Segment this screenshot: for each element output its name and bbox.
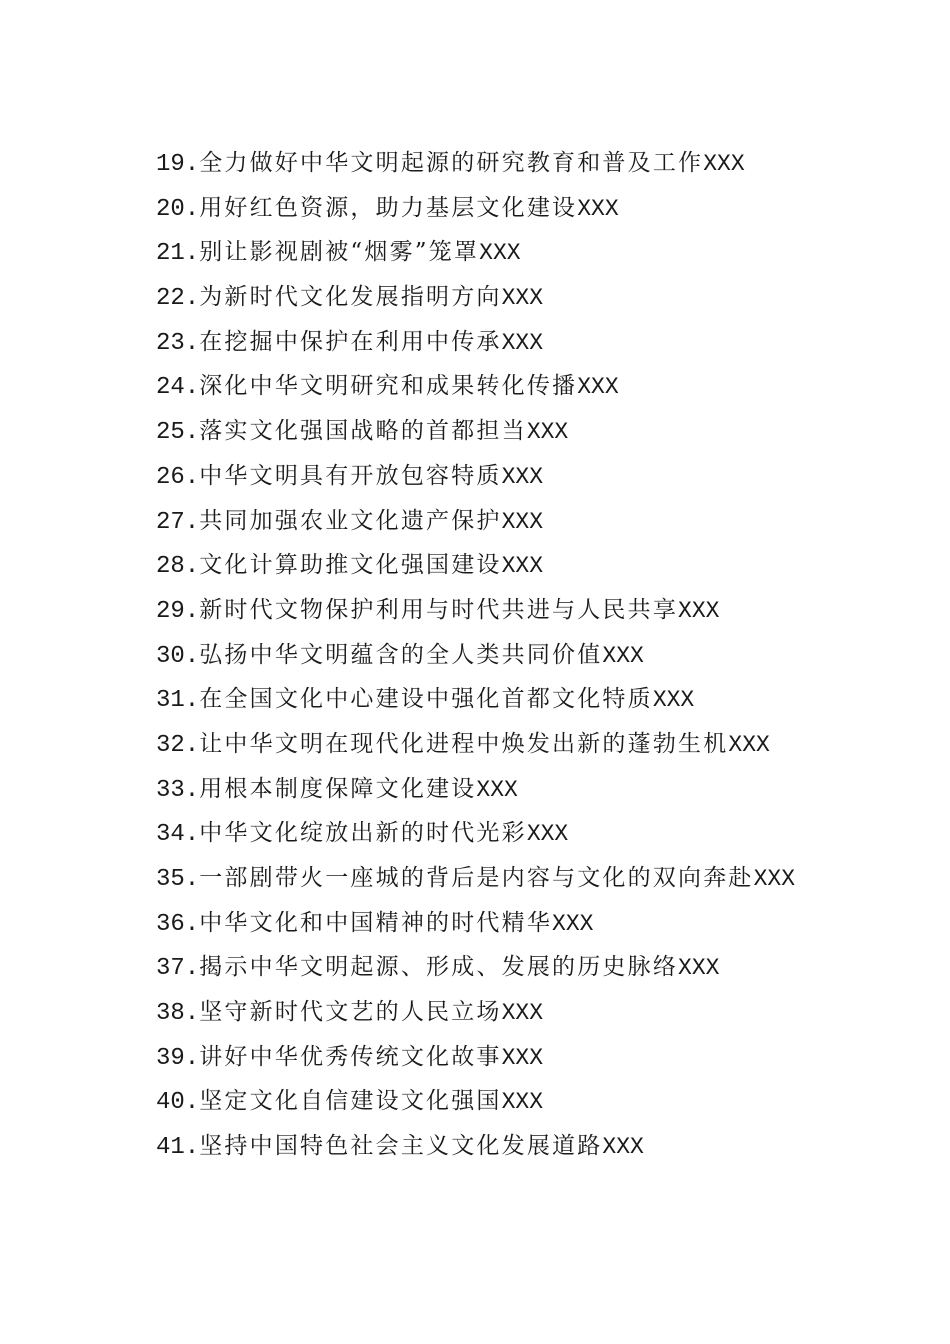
entry-title: 落实文化强国战略的首都担当: [199, 418, 527, 445]
toc-entry-20: [156, 186, 916, 231]
entry-author: XXX: [501, 1000, 544, 1027]
entry-author: XXX: [526, 419, 569, 446]
entry-author: XXX: [476, 776, 518, 803]
toc-entry-24: [156, 364, 916, 409]
entry-number: 31.: [156, 687, 200, 715]
entry-title: 共同加强农业文化遗产保护: [199, 507, 502, 534]
entry-number: 39.: [156, 1044, 200, 1072]
entry-author: XXX: [501, 329, 544, 356]
toc-entry-37: [156, 945, 916, 990]
entry-title: 在挖掘中保护在利用中传承: [199, 328, 502, 355]
toc-entry-41: [156, 1124, 916, 1169]
entry-title: 在全国文化中心建设中强化首都文化特质: [199, 686, 653, 713]
entry-author: XXX: [753, 866, 796, 892]
toc-entry-19: [156, 141, 916, 186]
entry-author: XXX: [552, 910, 594, 937]
entry-number: 41.: [156, 1134, 200, 1162]
entry-number: 36.: [156, 910, 200, 938]
entry-author: XXX: [501, 1089, 544, 1116]
entry-author: XXX: [678, 597, 720, 624]
toc-entry-27: [156, 499, 916, 544]
entry-number: 27.: [156, 508, 200, 536]
entry-number: 19.: [156, 151, 200, 178]
entry-author: XXX: [728, 731, 770, 758]
entry-title: 坚持中国特色社会主义文化发展道路: [199, 1133, 603, 1160]
entry-number: 20.: [156, 195, 200, 223]
entry-number: 25.: [156, 419, 200, 447]
entry-number: 40.: [156, 1089, 200, 1117]
entry-title: 坚定文化自信建设文化强国: [199, 1088, 502, 1115]
entry-author: XXX: [479, 240, 521, 267]
entry-author: XXX: [577, 374, 619, 401]
entry-number: 33.: [156, 776, 200, 804]
toc-entry-26: [156, 454, 916, 499]
entry-number: 22.: [156, 285, 200, 313]
entry-author: XXX: [703, 151, 745, 177]
toc-entry-36: [156, 901, 916, 946]
toc-entry-39: [156, 1035, 916, 1080]
entry-number: 21.: [156, 240, 200, 268]
toc-entry-23: [156, 320, 916, 365]
toc-entry-25: [156, 409, 916, 454]
entry-number: 38.: [156, 1000, 200, 1028]
entry-title: 中华文明具有开放包容特质: [199, 462, 502, 489]
entry-title: 别让影视剧被“烟雾”笼罩: [199, 239, 480, 266]
entry-title: 新时代文物保护利用与时代共进与人民共享: [199, 596, 679, 623]
entry-number: 29.: [156, 597, 200, 625]
entry-author: XXX: [577, 195, 619, 222]
entry-title: 用好红色资源，助力基层文化建设: [199, 194, 578, 221]
toc-entry-21: [156, 230, 916, 275]
entry-author: XXX: [501, 508, 544, 535]
entry-title: 坚守新时代文艺的人民立场: [199, 999, 502, 1026]
entry-number: 32.: [156, 731, 200, 759]
entry-author: XXX: [501, 463, 544, 490]
entry-title: 用根本制度保障文化建设: [199, 775, 477, 802]
toc-entry-40: [156, 1079, 916, 1124]
entry-author: XXX: [501, 553, 544, 580]
entry-title: 让中华文明在现代化进程中焕发出新的蓬勃生机: [199, 730, 729, 757]
entry-number: 30.: [156, 642, 200, 670]
entry-author: XXX: [501, 285, 544, 312]
toc-list: [156, 141, 916, 1169]
entry-title: 中华文化和中国精神的时代精华: [199, 909, 553, 936]
entry-number: 37.: [156, 955, 200, 983]
entry-title: 全力做好中华文明起源的研究教育和普及工作: [199, 150, 704, 176]
toc-entry-22: [156, 275, 916, 320]
entry-number: 34.: [156, 821, 200, 849]
entry-author: XXX: [526, 821, 569, 848]
entry-author: XXX: [501, 1044, 544, 1071]
toc-entry-29: [156, 588, 916, 633]
entry-title: 弘扬中华文明蕴含的全人类共同价值: [199, 641, 603, 668]
entry-author: XXX: [652, 687, 695, 714]
toc-entry-34: [156, 811, 916, 856]
entry-number: 26.: [156, 463, 200, 491]
entry-author: XXX: [678, 955, 720, 982]
toc-entry-28: [156, 543, 916, 588]
entry-number: 23.: [156, 329, 200, 357]
entry-title: 中华文化绽放出新的时代光彩: [199, 820, 527, 847]
entry-number: 24.: [156, 374, 200, 402]
toc-entry-35: [156, 856, 916, 901]
toc-entry-31: [156, 677, 916, 722]
entry-title: 深化中华文明研究和成果转化传播: [199, 373, 578, 400]
entry-title: 讲好中华优秀传统文化故事: [199, 1043, 502, 1070]
toc-entry-33: [156, 767, 916, 812]
entry-author: XXX: [602, 1134, 644, 1161]
entry-title: 文化计算助推文化强国建设: [199, 552, 502, 579]
toc-entry-32: [156, 722, 916, 767]
entry-number: 35.: [156, 866, 200, 893]
entry-number: 28.: [156, 553, 200, 581]
entry-title: 一部剧带火一座城的背后是内容与文化的双向奔赴: [199, 865, 754, 891]
entry-title: 为新时代文化发展指明方向: [199, 284, 502, 311]
entry-author: XXX: [602, 642, 644, 669]
entry-title: 揭示中华文明起源、形成、发展的历史脉络: [199, 954, 679, 981]
toc-entry-38: [156, 990, 916, 1035]
toc-entry-30: [156, 633, 916, 678]
